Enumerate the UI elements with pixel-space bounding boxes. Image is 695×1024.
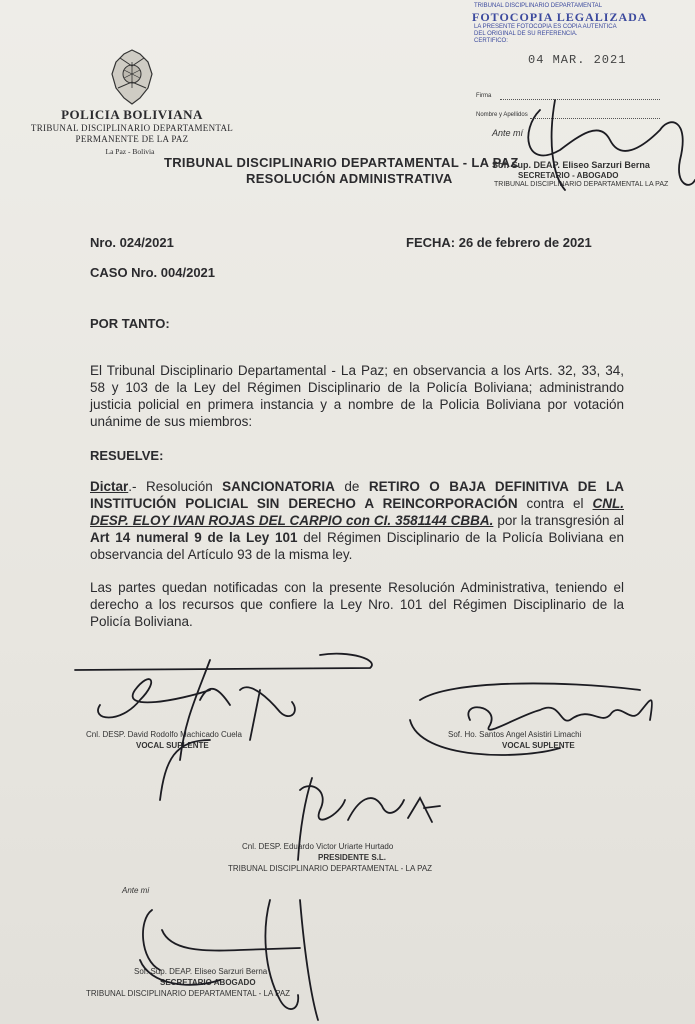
org-city: La Paz - Bolivia xyxy=(105,147,155,156)
vocal-2-name: Sof. Ho. Santos Angel Asistiri Limachi xyxy=(448,730,582,739)
secretary-name: Sof. Sup. DEAP. Eliseo Sarzuri Berna xyxy=(134,967,268,976)
por-tanto-heading: POR TANTO: xyxy=(90,316,170,331)
org-subtitle-line-2: PERMANENTE DE LA PAZ xyxy=(75,134,189,144)
org-subtitle xyxy=(14,123,250,145)
paragraph-notification: Las partes quedan notificadas con la presente Resolución Administrativa, teniendo el derecho a los recursos que confiere la Ley Nro. 101 del Régimen Disciplinario de la Policía Boliviana. xyxy=(90,580,624,629)
stamp-note xyxy=(474,24,674,45)
stamp-ante-mi: Ante mí xyxy=(492,128,524,138)
police-crest-icon xyxy=(108,48,156,106)
stamp-title: FOTOCOPIA LEGALIZADA xyxy=(472,10,648,24)
stamp-secretary-org: TRIBUNAL DISCIPLINARIO DEPARTAMENTAL LA PAZ xyxy=(494,181,669,188)
document-title-line-2: RESOLUCIÓN ADMINISTRATIVA xyxy=(246,171,453,186)
president-org: TRIBUNAL DISCIPLINARIO DEPARTAMENTAL - LA PAZ xyxy=(228,864,433,873)
org-name: POLICIA BOLIVIANA xyxy=(61,107,203,122)
p2-text-h: Art 14 numeral 9 de la Ley 101 xyxy=(90,530,298,545)
p2-text-i: del Régimen Disciplinario de la Policía Boliviana en observancia del Artículo 93 de la misma ley. xyxy=(90,530,624,562)
president-name: Cnl. DESP. Eduardo Victor Uriarte Hurtado xyxy=(242,842,394,851)
stamp-note-line-1: LA PRESENTE FOTOCOPIA ES COPIA AUTENTICA xyxy=(474,24,617,30)
resolution-date: FECHA: 26 de febrero de 2021 xyxy=(406,235,592,250)
stamp-note-line-2: DEL ORIGINAL DE SU REFERENCIA. xyxy=(474,31,578,37)
p2-text-e: contra el xyxy=(517,496,593,511)
secretary-role: SECRETARIO ABOGADO xyxy=(160,978,256,987)
p2-text-d: RETIRO O BAJA DEFINITIVA DE LA INSTITUCIÓN POLICIAL SIN DERECHO A REINCORPORACIÓN xyxy=(90,479,624,511)
p2-text-c: de xyxy=(334,479,369,494)
p2-text-g: por la transgresión al xyxy=(493,513,624,528)
stamp-secretary-name: Sof. Sup. DEAP. Eliseo Sarzuri Berna xyxy=(492,160,650,170)
vocal-1-role: VOCAL SUPLENTE xyxy=(136,741,209,750)
stamp-nombre-line xyxy=(530,118,660,119)
accused-name: CNL. DESP. ELOY IVAN ROJAS DEL CARPIO con CI. 3581144 CBBA. xyxy=(90,496,624,528)
president-role: PRESIDENTE S.L. xyxy=(318,853,387,862)
resolution-number: Nro. 024/2021 xyxy=(90,235,174,250)
dictar-word: Dictar xyxy=(90,479,129,494)
vocal-2-role: VOCAL SUPLENTE xyxy=(502,741,575,750)
paragraph-considerations: El Tribunal Disciplinario Departamental - La Paz; en observancia a los Arts. 32, 33, 34, 58 y 103 de la Ley del Régimen Disciplinario de la Policía Boliviana; administrando justicia policial en primera instancia y a nombre de la Policia Boliviana por votación unánime de sus miembros: xyxy=(90,363,624,429)
stamp-date: 04 MAR. 2021 xyxy=(528,53,627,67)
stamp-top-text: TRIBUNAL DISCIPLINARIO DEPARTAMENTAL xyxy=(474,3,603,9)
secretary-org: TRIBUNAL DISCIPLINARIO DEPARTAMENTAL - LA PAZ xyxy=(86,989,291,998)
org-subtitle-line-1: TRIBUNAL DISCIPLINARIO DEPARTAMENTAL xyxy=(30,123,234,133)
stamp-firma-line xyxy=(500,99,660,100)
case-number: CASO Nro. 004/2021 xyxy=(90,265,216,280)
p2-text-a: .- Resolución xyxy=(128,479,223,494)
vocal-1-signature xyxy=(75,654,372,760)
stamp-secretary-role: SECRETARIO - ABOGADO xyxy=(518,171,619,180)
stamp-firma-label: Firma xyxy=(476,93,492,99)
stamp-note-line-3: CERTIFICO: xyxy=(474,38,508,44)
ante-mi-label: Ante mi xyxy=(122,886,150,895)
p2-text-b: SANCIONATORIA xyxy=(222,479,335,494)
resuelve-heading: RESUELVE: xyxy=(90,448,164,463)
vocal-1-name: Cnl. DESP. David Rodolfo Machicado Cuela xyxy=(86,730,242,739)
document-title-line-1: TRIBUNAL DISCIPLINARIO DEPARTAMENTAL - LA PAZ xyxy=(164,155,519,170)
stamp-nombre-label: Nombre y Apellidos xyxy=(476,112,528,118)
paragraph-resolution xyxy=(90,478,624,563)
